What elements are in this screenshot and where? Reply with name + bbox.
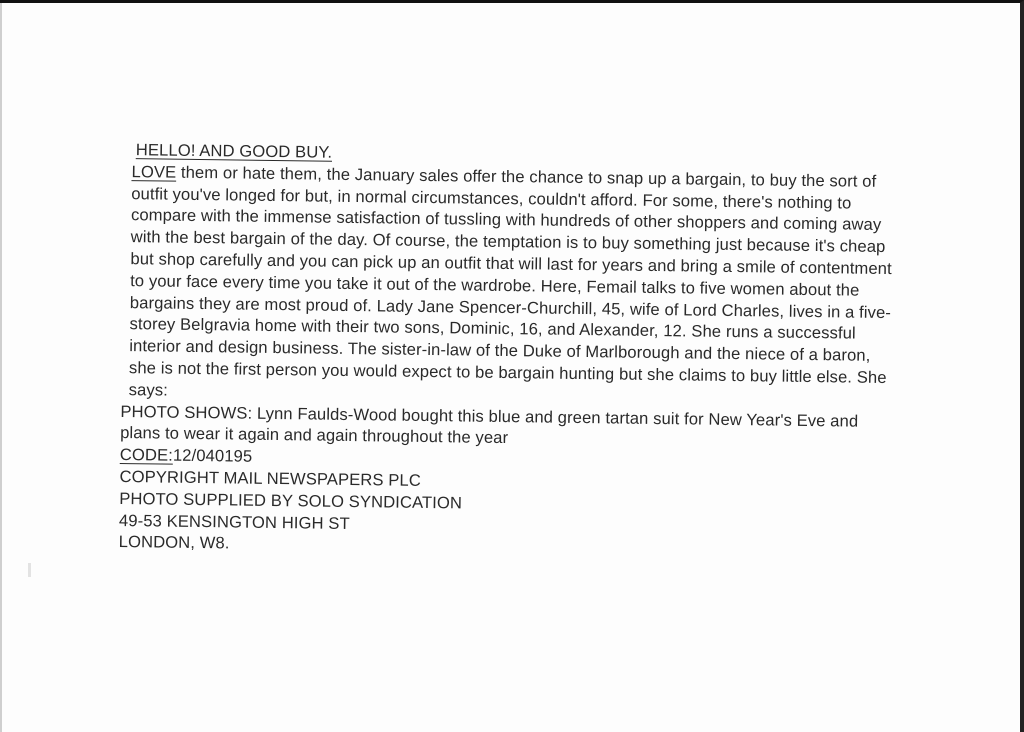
- article-first-word: LOVE: [131, 161, 177, 182]
- address-line-1: 49-53 KENSINGTON HIGH ST: [118, 510, 350, 533]
- photo-caption: PHOTO SHOWS: Lynn Faulds-Wood bought this blue and green tartan suit for New Year's Eve and plans to wear it again and again throughout the year: [120, 401, 859, 448]
- address-line-2: LONDON, W8.: [118, 532, 230, 553]
- code-value: 12/040195: [172, 445, 253, 466]
- typed-caption-block: [119, 139, 914, 563]
- copyright-line: COPYRIGHT MAIL NEWSPAPERS PLC: [119, 466, 422, 490]
- article-text: them or hate them, the January sales offer the chance to snap up a bargain, to buy the sort of outfit you've longed for but, in normal circumstances, couldn't afford. For some, there's nothing to compare with the immense satisfaction of tussling with hundreds of other shoppers and coming away with the best bargain of the day. Of course, the temptation is to buy something just because it's cheap but shop carefully and you can pick up an outfit that will last for years and bring a smile of contentment to your face every time you take it out of the wardrobe. Here, Femail talks to five women about the bargains they are most proud of. Lady Jane Spencer-Churchill, 45, wife of Lord Charles, lives in a five-storey Belgravia home with their two sons, Dominic, 16, and Alexander, 12. She runs a successful interior and design business. The sister-in-law of the Duke of Marlborough and the niece of a baron, she is not the first person you would expect to be bargain hunting but she claims to buy little else. She says:: [128, 162, 892, 400]
- code-label: CODE:: [119, 445, 174, 465]
- article-body: [129, 161, 902, 411]
- headline: HELLO! AND GOOD BUY.: [135, 140, 333, 162]
- paper-mark: [28, 563, 31, 577]
- supplier-line: PHOTO SUPPLIED BY SOLO SYNDICATION: [119, 488, 463, 513]
